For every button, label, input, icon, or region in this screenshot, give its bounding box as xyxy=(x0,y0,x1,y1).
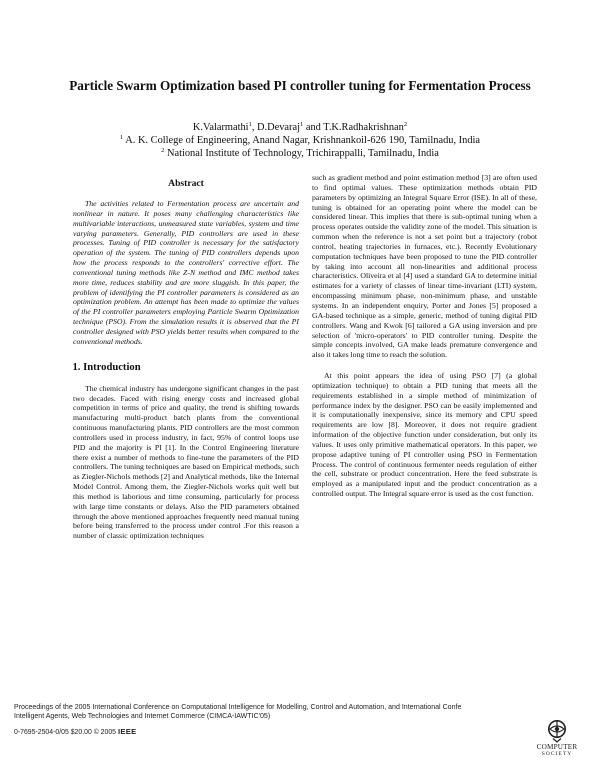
author-name: and T.K.Radhakrishnan xyxy=(303,122,404,133)
introduction-paragraph-1: The chemical industry has undergone significant changes in the past two decades. Faced with rising energy costs and increased global competition in terms of price and quality, the trend is shifting towards manufacturing multi-product batch plants from the conventional continuous manufacturing plants. PID controllers are the most common controllers used in process industry, in fact, 95% of control loops use PID and the majority is PI [1]. In the Control Engineering literature there exist a number of methods to fine-tune the parameters of the PID controllers. The tuning techniques are based on Empirical methods, such as Ziegler-Nichols methods [2] and Analytical methods, like the Internal Model Control. Among them, the Ziegler-Nichols works quit well but this method is laborious and time consuming, particularly for process with large time constants or delays. Also the PID parameters obtained through the above mentioned approaches frequently need manual tuning before being transferred to the process under control .For this reason a number of classic optimization techniques xyxy=(73,383,299,541)
isbn-text: 0-7695-2504-0/05 $20.00 © 2005 xyxy=(14,728,117,736)
introduction-paragraph-1-continued: such as gradient method and point estimation method [3] are often used to find optimal values. These optimization methods obtain PID parameters by optimizing an Integral Square Error (ISE). In all of these, tuning is obtained for an operating point where the model can be considered linear. This implies that there is sub-optimal tuning when a process operates outside the validity zone of the model. This situation is common when the reference is not a set point but a trajectory (robot control, heating trajectories in furnaces, etc.). Recently Evolutionary computation techniques have been proposed to tune the PID controller by taking into account all non-linearities and additional process characteristics. Oliveira et al [4] used a standard GA to determine initial estimates for a variety of classes of linear time-invariant (LTI) system, encompassing minimum phase, non-minimum phase, and unstable systems. In an independent enquiry, Porter and Jones [5] proposed a GA-based technique as a simple, generic, method of tuning digital PID controllers. Wang and Kwok [6] tailored a GA using inversion and pre selection of 'micro-operators' to PID controller tuning. Despite the simple concepts involved, GA make leads premature convergence and also it takes long time to reach the solution. xyxy=(312,173,537,360)
introduction-heading: 1. Introduction xyxy=(72,361,141,373)
affiliation-text: A. K. College of Engineering, Anand Nagar, Krishnankoil-626 190, Tamilnadu, India xyxy=(123,135,481,147)
proceedings-line-1: Proceedings of the 2005 International Conference on Computational Intelligence for Modelling, Control and Automation, and International Confe xyxy=(14,704,462,711)
computer-society-emblem-icon xyxy=(546,719,568,743)
logo-line-society: SOCIETY xyxy=(541,751,573,757)
paper-title: Particle Swarm Optimization based PI controller tuning for Fermentation Process xyxy=(69,78,531,93)
proceedings-line-2: Intelligent Agents, Web Technologies and Internet Commerce (CIMCA-IAWTIC'05) xyxy=(14,713,271,721)
ieee-text: IEEE xyxy=(117,726,137,736)
abstract-heading: Abstract xyxy=(168,178,204,189)
isbn-line xyxy=(14,727,526,737)
proceedings-footer xyxy=(14,703,526,737)
affiliation-1 xyxy=(40,134,560,147)
author-name: K.Valarmathi xyxy=(192,122,249,133)
affiliation-2 xyxy=(40,147,560,160)
author-block xyxy=(40,121,560,161)
affiliation-text: National Institute of Technology, Trichirappalli, Tamilnadu, India xyxy=(164,148,439,160)
affiliation-marker: 2 xyxy=(161,147,165,155)
computer-society-logo xyxy=(529,719,585,769)
introduction-paragraph-2: At this point appears the idea of using PSO [7] (a global optimization technique) to obtain a PID tuning that meets all the requirements established in a simple method of minimization of performance index by the designer. PSO can be easily implemented and it is computationally inexpensive, since its memory and CPU speed requirements are low [8]. Moreover, it does not require gradient information of the objective function under consideration, but only its values. It uses only primitive mathematical operators. In this paper, we propose adaptive tuning of PI controller using PSO in Fermentation Process. The control of continuous fermenter needs regulation of either the cell, substrate or product concentration. Here the feed substrate is employed as a manipulated input and the product concentration as a controlled output. The Integral square error is used as the cost function. xyxy=(312,371,537,499)
affiliation-marker: 1 xyxy=(300,121,304,128)
author-name: , D.Devaraj xyxy=(251,122,300,133)
affiliation-marker: 1 xyxy=(248,121,252,128)
abstract-text: The activities related to Fermentation process are uncertain and nonlinear in nature. It poses many challenging characteristics like multivariable interactions, unmeasured state variables, system and time varying parameters. Generally, PID controllers are used in these processes. Tuning of PID controller is necessary for the satisfactory operation of the system. The tuning of PID controllers depends upon how the process responds to the controllers' corrective effort. The conventional tuning methods like Z-N method and IMC method takes more time, reduces stability and are more sluggish. In this paper, the problem of identifying the PI controller parameters is considered as an optimization problem. An attempt has been made to optimize the values of the PI controller parameters employing Particle Swarm Optimization technique (PSO). From the simulation results it is observed that the PI controller designed with PSO yields better results when compared to the conventional methods. xyxy=(73,199,299,346)
left-column xyxy=(73,178,299,541)
right-column xyxy=(312,173,537,499)
affiliation-marker: 1 xyxy=(119,134,124,142)
logo-line-computer: COMPUTER xyxy=(536,743,578,751)
affiliation-marker: 2 xyxy=(403,121,408,128)
author-names xyxy=(40,121,560,134)
